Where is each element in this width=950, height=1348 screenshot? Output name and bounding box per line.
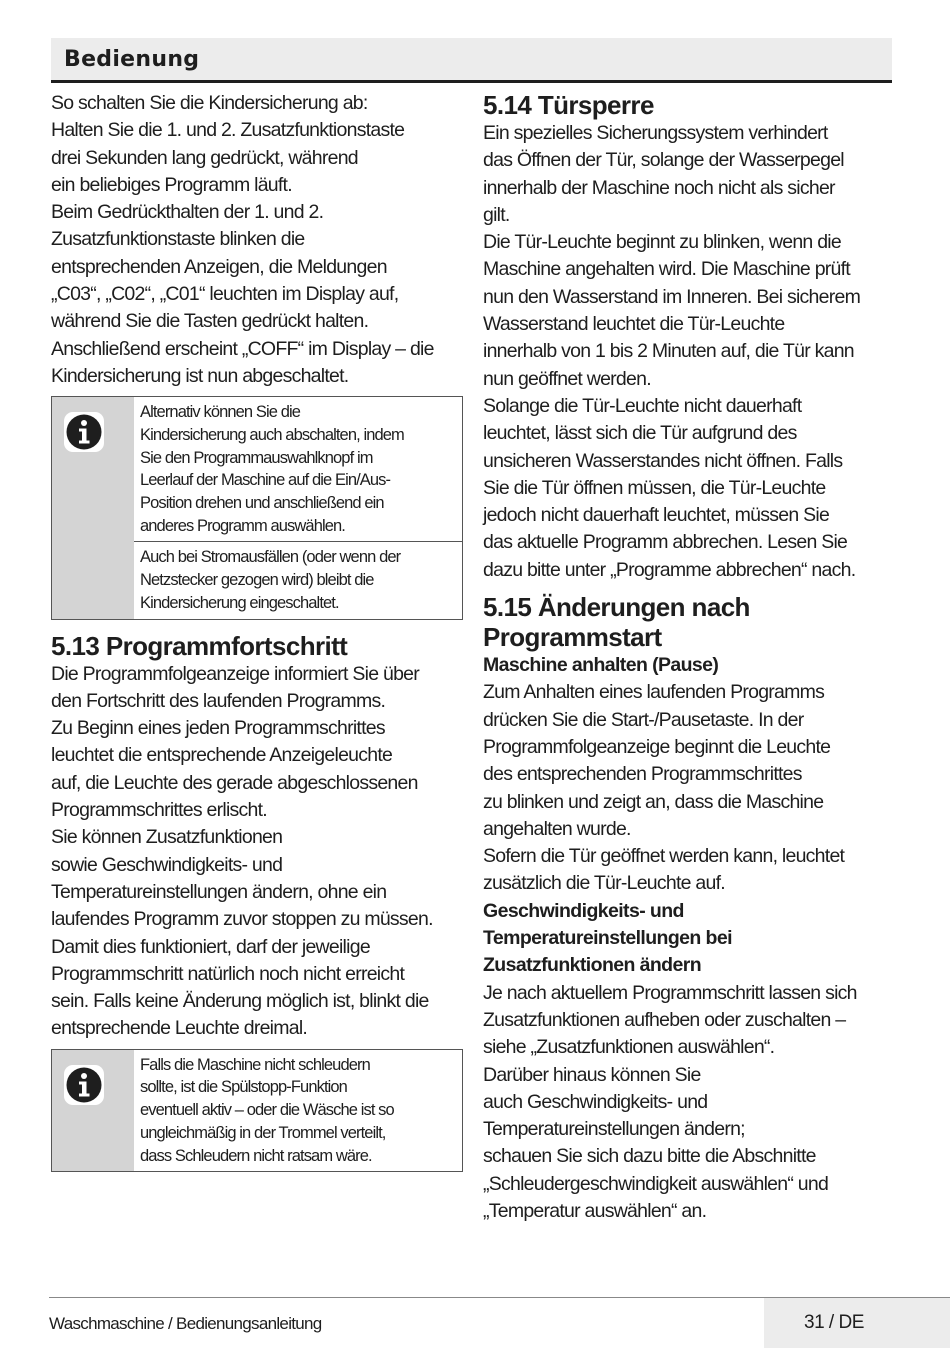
subheading-speed-temperature	[483, 898, 893, 980]
text-line: nun geöffnet werden.	[483, 367, 651, 390]
text-line: Temperatureinstellungen ändern, ohne ein	[51, 880, 387, 903]
text-line: entsprechende Leuchte dreimal.	[51, 1017, 308, 1040]
text-line: Zusatzfunktionstaste blinken die	[51, 228, 305, 251]
info-icon	[62, 410, 106, 454]
info-note-child-lock	[51, 396, 463, 619]
section-heading-5-13: 5.13 Programmfortschritt	[51, 630, 348, 661]
text-line: unsicheren Wasserstandes nicht öffnen. Falls	[483, 449, 843, 472]
text-line: Programmfolgeanzeige beginnt die Leuchte	[483, 735, 831, 758]
section-heading-5-15	[483, 592, 893, 652]
text-line: „C03“, „C02“, „C01“ leuchten im Display auf,	[51, 283, 399, 306]
text-line: zusätzlich die Tür-Leuchte auf.	[483, 872, 725, 895]
text-line: während Sie die Tasten gedrückt halten.	[51, 310, 369, 333]
info-icon	[62, 1063, 106, 1107]
heading-line: Programmstart	[483, 622, 662, 653]
text-line: auf, die Leuchte des gerade abgeschlossenen	[51, 771, 418, 794]
text-line: „Schleudergeschwindigkeit auswählen“ und	[483, 1172, 829, 1195]
note-cell	[134, 541, 462, 618]
text-line: Sie die Tür öffnen müssen, die Tür-Leuchte	[483, 476, 826, 499]
text-line: sowie Geschwindigkeits- und	[51, 853, 283, 876]
footer-document-title: Waschmaschine / Bedienungsanleitung	[49, 1314, 322, 1333]
note-line: Auch bei Stromausfällen (oder wenn der	[140, 548, 401, 567]
text-line: So schalten Sie die Kindersicherung ab:	[51, 92, 368, 114]
note-line: Kindersicherung auch abschalten, indem	[140, 425, 404, 444]
note-cell	[134, 397, 462, 541]
text-line: jedoch nicht dauerhaft leuchtet, müssen Sie	[483, 504, 830, 527]
text-line: nun den Wasserstand im Inneren. Bei sicherem	[483, 285, 861, 308]
text-line: drei Sekunden lang gedrückt, während	[51, 146, 358, 169]
note-body	[134, 1050, 462, 1172]
text-line: des entsprechenden Programmschrittes	[483, 763, 802, 786]
note-line: Sie den Programmauswahlknopf im	[140, 448, 373, 467]
text-line: Die Tür-Leuchte beginnt zu blinken, wenn die	[483, 231, 841, 254]
heading-line: 5.15 Änderungen nach	[483, 592, 750, 623]
text-line: Zum Anhalten eines laufenden Programms	[483, 681, 825, 704]
note-icon-cell	[52, 397, 134, 618]
right-column	[483, 90, 893, 1225]
text-line: Beim Gedrückthalten der 1. und 2.	[51, 201, 324, 224]
text-line: gilt.	[483, 203, 510, 226]
note-line: Alternativ können Sie die	[140, 403, 301, 422]
note-line: anderes Programm auswählen.	[140, 516, 345, 535]
note-line: ungleichmäßig in der Trommel verteilt,	[140, 1123, 386, 1142]
text-line: Programmschrittes erlischt.	[51, 799, 267, 822]
text-line: Darüber hinaus können Sie	[483, 1063, 701, 1086]
section-5-14-body	[483, 120, 893, 584]
text-line: das aktuelle Programm abbrechen. Lesen Sie	[483, 531, 848, 554]
pause-body	[483, 679, 893, 897]
text-line: Temperatureinstellungen ändern;	[483, 1118, 745, 1141]
text-line: innerhalb der Maschine noch nicht als sicher	[483, 176, 835, 199]
text-line: Je nach aktuellem Programmschritt lassen sich	[483, 981, 857, 1004]
note-line: Position drehen und anschließend ein	[140, 494, 384, 513]
text-line: Damit dies funktioniert, darf der jeweilige	[51, 935, 370, 958]
text-line: dazu bitte unter „Programme abbrechen“ nach.	[483, 558, 856, 581]
text-line: Zusatzfunktionen aufheben oder zuschalten –	[483, 1008, 846, 1031]
subheading-pause: Maschine anhalten (Pause)	[483, 654, 719, 677]
text-line: Anschließend erscheint „COFF“ im Display – die	[51, 337, 434, 360]
note-line: Netzstecker gezogen wird) bleibt die	[140, 571, 374, 590]
text-line: laufendes Programm zuvor stoppen zu müssen.	[51, 908, 433, 931]
section-heading-5-14: 5.14 Türsperre	[483, 90, 654, 120]
text-line: angehalten wurde.	[483, 817, 631, 840]
subheading-line: Temperatureinstellungen bei	[483, 927, 732, 950]
text-line: zu blinken und zeigt an, dass die Maschine	[483, 790, 824, 813]
note-body	[134, 397, 462, 618]
text-line: „Temperatur auswählen“ an.	[483, 1199, 707, 1222]
note-line: dass Schleudern nicht ratsam wäre.	[140, 1146, 372, 1165]
note-line: Leerlauf der Maschine auf die Ein/Aus-	[140, 471, 391, 490]
text-line: das Öffnen der Tür, solange der Wasserpegel	[483, 149, 844, 172]
text-line: Sie können Zusatzfunktionen	[51, 826, 283, 849]
text-line: Solange die Tür-Leuchte nicht dauerhaft	[483, 394, 802, 417]
text-line: Ein spezielles Sicherungssystem verhindert	[483, 122, 828, 144]
footer-page-box	[764, 1298, 950, 1348]
left-column	[51, 90, 463, 1183]
intro-paragraph	[51, 90, 463, 390]
note-line: eventuell aktiv – oder die Wäsche ist so	[140, 1101, 394, 1120]
note-line: Kindersicherung eingeschaltet.	[140, 593, 339, 612]
note-icon-cell	[52, 1050, 134, 1172]
note-line: sollte, ist die Spülstopp-Funktion	[140, 1078, 347, 1097]
text-line: Die Programmfolgeanzeige informiert Sie über	[51, 662, 420, 685]
text-line: schauen Sie sich dazu bitte die Abschnitte	[483, 1145, 816, 1168]
text-line: Programmschritt natürlich noch nicht erreicht	[51, 962, 405, 985]
text-line: Sofern die Tür geöffnet werden kann, leuchtet	[483, 845, 845, 868]
section-header	[51, 38, 892, 83]
text-line: siehe „Zusatzfunktionen auswählen“.	[483, 1036, 775, 1059]
subheading-line: Geschwindigkeits- und	[483, 899, 684, 922]
text-line: ein beliebiges Programm läuft.	[51, 173, 292, 196]
section-5-13-body	[51, 661, 463, 1043]
subheading-line: Zusatzfunktionen ändern	[483, 954, 702, 977]
text-line: den Fortschritt des laufenden Programms.	[51, 689, 386, 712]
text-line: drücken Sie die Start-/Pausetaste. In der	[483, 708, 804, 731]
section-title: Bedienung	[64, 47, 200, 72]
text-line: leuchtet, lässt sich die Tür aufgrund des	[483, 422, 797, 445]
text-line: leuchtet die entsprechende Anzeigeleuchte	[51, 744, 393, 767]
text-line: Wasserstand leuchtet die Tür-Leuchte	[483, 313, 785, 336]
text-line: entsprechenden Anzeigen, die Meldungen	[51, 255, 387, 278]
speed-temperature-body	[483, 980, 893, 1226]
text-line: innerhalb von 1 bis 2 Minuten auf, die Tür kann	[483, 340, 854, 363]
note-line: Falls die Maschine nicht schleudern	[140, 1055, 370, 1074]
text-line: sein. Falls keine Änderung möglich ist, blinkt die	[51, 990, 429, 1013]
info-note-spin	[51, 1049, 463, 1173]
text-line: auch Geschwindigkeits- und	[483, 1090, 708, 1113]
text-line: Kindersicherung ist nun abgeschaltet.	[51, 364, 349, 387]
text-line: Halten Sie die 1. und 2. Zusatzfunktionstaste	[51, 119, 405, 142]
text-line: Maschine angehalten wird. Die Maschine prüft	[483, 258, 850, 281]
text-line: Zu Beginn eines jeden Programmschrittes	[51, 717, 385, 740]
note-cell	[134, 1050, 462, 1172]
page-number: 31 / DE	[804, 1312, 864, 1333]
